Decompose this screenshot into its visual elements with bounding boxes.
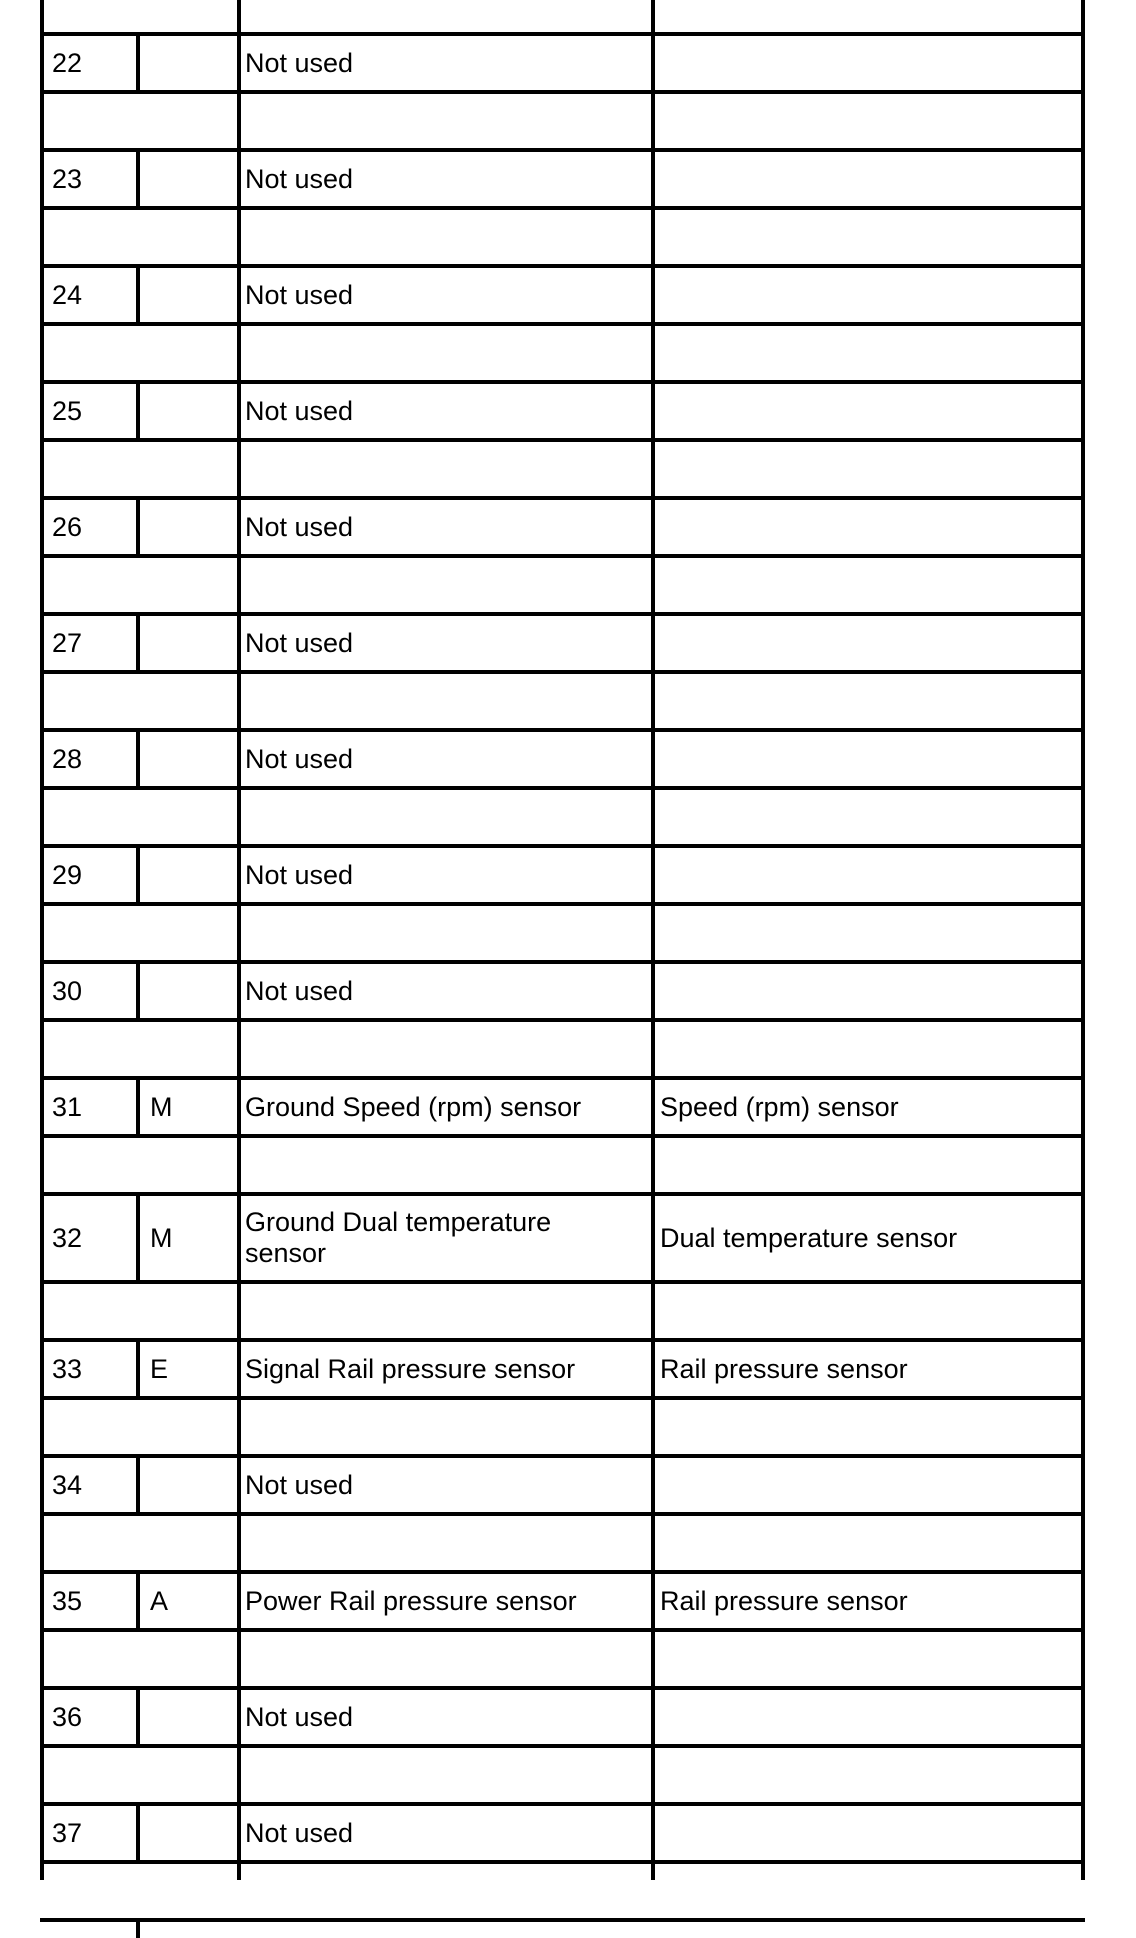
pin-number: 28 <box>52 743 83 774</box>
row-rule <box>40 264 1085 268</box>
row-rule <box>40 612 1085 616</box>
row-rule <box>40 1686 1085 1690</box>
wire-code: E <box>150 1353 169 1384</box>
pin-number: 24 <box>52 279 83 310</box>
pin-code-divider <box>136 264 140 326</box>
component-name: Dual temperature sensor <box>660 1222 958 1253</box>
pin-number: 30 <box>52 975 83 1006</box>
pin-number: 33 <box>52 1353 83 1384</box>
row-rule <box>40 902 1085 906</box>
pin-description: Signal Rail pressure sensor <box>245 1353 576 1384</box>
row-rule <box>40 1860 1085 1864</box>
row-rule <box>40 554 1085 558</box>
pin-description: Not used <box>245 743 354 774</box>
pin-code-divider <box>136 1454 140 1516</box>
pin-description: Not used <box>245 511 354 542</box>
row-rule <box>40 1192 1085 1196</box>
pin-description: Not used <box>245 395 354 426</box>
row-rule <box>40 728 1085 732</box>
row-rule <box>40 1076 1085 1080</box>
pin-number: 37 <box>52 1817 83 1848</box>
pin-description: Not used <box>245 1817 354 1848</box>
pin-number: 32 <box>52 1222 83 1253</box>
pin-code-divider <box>136 1686 140 1748</box>
row-rule <box>40 1628 1085 1632</box>
row-rule <box>40 1396 1085 1400</box>
pin-number: 26 <box>52 511 83 542</box>
pin-description: Ground Dual temperature sensor <box>245 1207 552 1268</box>
pin-number: 31 <box>52 1091 83 1122</box>
row-rule <box>40 1918 1085 1922</box>
pin-code-divider <box>136 496 140 558</box>
pin-code-divider <box>136 1076 140 1138</box>
pin-description: Not used <box>245 279 354 310</box>
pin-number: 36 <box>52 1701 83 1732</box>
row-rule <box>40 496 1085 500</box>
pin-number: 25 <box>52 395 83 426</box>
pin-description: Not used <box>245 975 354 1006</box>
pin-number: 29 <box>52 859 83 890</box>
row-rule <box>40 148 1085 152</box>
row-rule <box>40 786 1085 790</box>
row-rule <box>40 1802 1085 1806</box>
pin-code-divider <box>136 1570 140 1632</box>
component-name: Rail pressure sensor <box>660 1585 908 1616</box>
component-name: Speed (rpm) sensor <box>660 1091 899 1122</box>
row-rule <box>40 1570 1085 1574</box>
right-border <box>1081 0 1085 1880</box>
row-rule <box>40 438 1085 442</box>
row-rule <box>40 322 1085 326</box>
pin-code-divider <box>136 1192 140 1284</box>
component-name: Rail pressure sensor <box>660 1353 908 1384</box>
row-rule <box>40 1280 1085 1284</box>
pin-code-divider <box>136 148 140 210</box>
row-rule <box>40 380 1085 384</box>
row-rule <box>40 1512 1085 1516</box>
row-rule <box>40 32 1085 36</box>
pin-number: 34 <box>52 1469 83 1500</box>
row-rule <box>40 1134 1085 1138</box>
wire-code: A <box>150 1585 169 1616</box>
pin-number: 27 <box>52 627 83 658</box>
pin-code-divider <box>136 380 140 442</box>
wire-code: M <box>150 1222 173 1253</box>
row-rule <box>40 90 1085 94</box>
pin-description: Ground Speed (rpm) sensor <box>245 1091 582 1122</box>
pin-code-divider <box>136 1918 140 1938</box>
row-rule <box>40 670 1085 674</box>
pin-description: Not used <box>245 627 354 658</box>
description-column-rule <box>237 0 241 1880</box>
pin-description: Not used <box>245 859 354 890</box>
row-rule <box>40 206 1085 210</box>
pin-code-divider <box>136 32 140 94</box>
row-rule <box>40 1018 1085 1022</box>
pin-number: 35 <box>52 1585 83 1616</box>
pin-number: 23 <box>52 163 83 194</box>
row-rule <box>40 1454 1085 1458</box>
left-border <box>40 0 44 1880</box>
row-rule <box>40 844 1085 848</box>
pin-code-divider <box>136 728 140 790</box>
pin-description: Not used <box>245 47 354 78</box>
pin-description: Not used <box>245 1701 354 1732</box>
pin-description: Not used <box>245 1469 354 1500</box>
row-rule <box>40 960 1085 964</box>
row-rule <box>40 1338 1085 1342</box>
pin-number: 22 <box>52 47 83 78</box>
pin-description: Power Rail pressure sensor <box>245 1585 577 1616</box>
pin-code-divider <box>136 844 140 906</box>
pin-code-divider <box>136 1338 140 1400</box>
component-column-rule <box>651 0 655 1880</box>
row-rule <box>40 1744 1085 1748</box>
pin-description: Not used <box>245 163 354 194</box>
pin-code-divider <box>136 960 140 1022</box>
pin-code-divider <box>136 612 140 674</box>
wire-code: M <box>150 1091 173 1122</box>
pin-code-divider <box>136 1802 140 1864</box>
